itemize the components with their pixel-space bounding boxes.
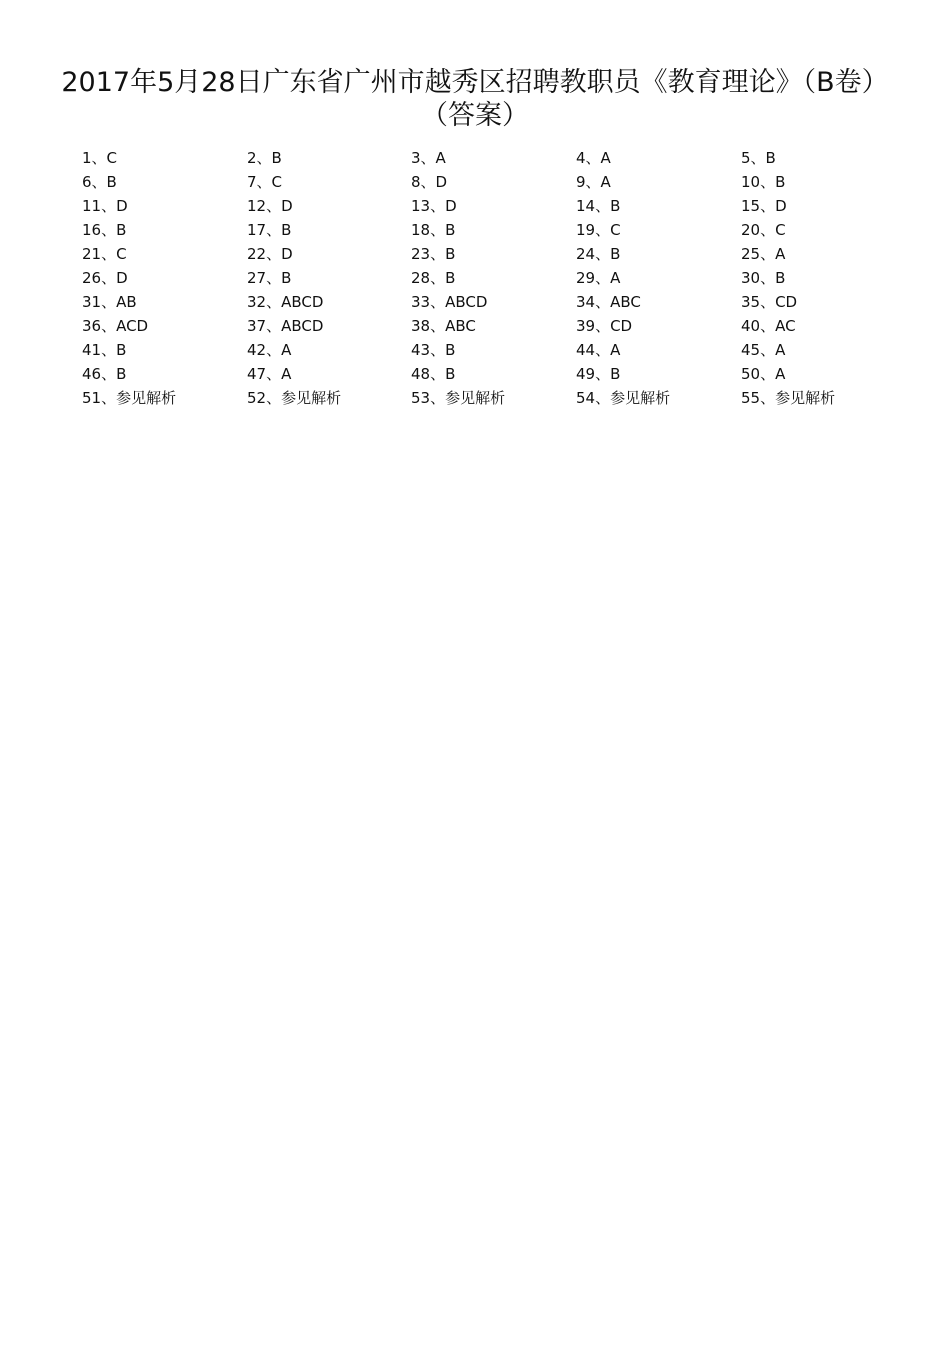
answer-item: 5、B xyxy=(741,149,776,167)
answer-item: 51、参见解析 xyxy=(82,389,177,407)
answer-item: 26、D xyxy=(82,269,128,287)
answer-item: 8、D xyxy=(411,173,448,191)
answer-item: 4、A xyxy=(576,149,611,167)
answer-item: 53、参见解析 xyxy=(411,389,506,407)
answer-item: 10、B xyxy=(741,173,786,191)
answer-item: 17、B xyxy=(247,221,292,239)
answer-item: 41、B xyxy=(82,341,127,359)
answer-item: 7、C xyxy=(247,173,283,191)
answer-item: 24、B xyxy=(576,245,621,263)
answer-item: 3、A xyxy=(411,149,446,167)
answer-item: 33、ABCD xyxy=(411,293,488,311)
answer-item: 43、B xyxy=(411,341,456,359)
answer-item: 28、B xyxy=(411,269,456,287)
answer-item: 21、C xyxy=(82,245,127,263)
answer-item: 54、参见解析 xyxy=(576,389,671,407)
answer-item: 46、B xyxy=(82,365,127,383)
answer-item: 2、B xyxy=(247,149,282,167)
answer-item: 32、ABCD xyxy=(247,293,324,311)
answer-item: 31、AB xyxy=(82,293,137,311)
page-title: 2017年5月28日广东省广州市越秀区招聘教职员《教育理论》（B卷）（答案） xyxy=(61,67,889,131)
answer-item: 44、A xyxy=(576,341,621,359)
answer-item: 12、D xyxy=(247,197,293,215)
answer-grid xyxy=(82,146,922,410)
answer-item: 45、A xyxy=(741,341,786,359)
answer-item: 13、D xyxy=(411,197,457,215)
answer-item: 27、B xyxy=(247,269,292,287)
answer-item: 14、B xyxy=(576,197,621,215)
answer-item: 36、ACD xyxy=(82,317,149,335)
answer-item: 20、C xyxy=(741,221,786,239)
answer-item: 1、C xyxy=(82,149,118,167)
answer-item: 49、B xyxy=(576,365,621,383)
answer-item: 22、D xyxy=(247,245,293,263)
answer-item: 16、B xyxy=(82,221,127,239)
answer-item: 11、D xyxy=(82,197,128,215)
answer-item: 55、参见解析 xyxy=(741,389,836,407)
answer-item: 25、A xyxy=(741,245,786,263)
answer-item: 50、A xyxy=(741,365,786,383)
answer-item: 34、ABC xyxy=(576,293,641,311)
answer-item: 15、D xyxy=(741,197,787,215)
answer-item: 52、参见解析 xyxy=(247,389,342,407)
answer-item: 29、A xyxy=(576,269,621,287)
answer-item: 35、CD xyxy=(741,293,798,311)
answer-item: 48、B xyxy=(411,365,456,383)
answer-item: 23、B xyxy=(411,245,456,263)
answer-item: 9、A xyxy=(576,173,611,191)
answer-item: 47、A xyxy=(247,365,292,383)
answer-item: 39、CD xyxy=(576,317,633,335)
answer-item: 30、B xyxy=(741,269,786,287)
answer-item: 37、ABCD xyxy=(247,317,324,335)
answer-item: 42、A xyxy=(247,341,292,359)
answer-item: 19、C xyxy=(576,221,621,239)
answer-item: 40、AC xyxy=(741,317,796,335)
answer-item: 18、B xyxy=(411,221,456,239)
answer-item: 38、ABC xyxy=(411,317,476,335)
answer-item: 6、B xyxy=(82,173,117,191)
